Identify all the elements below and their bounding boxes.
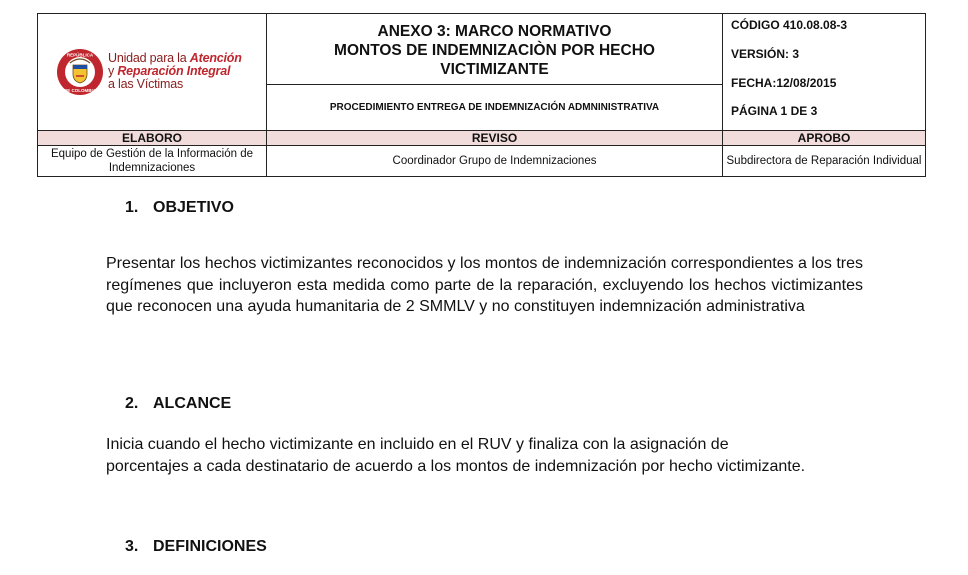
section-title: DEFINICIONES [153,538,267,555]
document-title [267,14,723,85]
alcance-text: Inicia cuando el hecho victimizante en incluido en el RUV y finaliza con la asignación de porcentajes a cada destinatario de acuerdo a los montos de indemnización por hecho victimizante. [106,436,806,475]
role-elaboro: ELABORO [38,131,267,146]
name-elaboro: Equipo de Gestión de la Información de Indemnizaciones [38,146,267,177]
section-number: 1. [125,199,139,216]
document-code: CÓDIGO 410.08.08-3 [731,18,848,32]
seal-top-text: REPÚBLICA [66,52,94,58]
document-meta [723,14,926,131]
brand-prefix-1: Unidad para la [108,51,190,65]
brand-prefix-2: y [108,64,118,78]
document-version: VERSIÓN: 3 [731,47,800,61]
section-title: OBJETIVO [153,199,234,216]
seal-bottom-text: DE COLOMBIA [64,88,96,93]
brand-text [108,52,242,91]
coat-of-arms-icon [56,48,104,96]
section-title: ALCANCE [153,395,232,412]
brand-bold-2: Reparación Integral [117,64,231,78]
logo-cell [38,14,267,131]
document-header-table [37,13,926,177]
title-line-3: VICTIMIZANTE [440,60,549,78]
section-number: 3. [125,538,139,555]
role-reviso: REVISO [267,131,723,146]
objetivo-text: Presentar los hechos victimizantes reconocidos y los montos de indemnización correspondientes a los tres regímenes que incluyeron esta medida como parte de la reparación, excluyendo los hechos victimizantes que reconocen una ayuda humanitaria de 2 SMMLV y no constituyen indemnización administrativa [106,255,863,315]
section-heading-definiciones [125,538,267,556]
title-line-2: MONTOS DE INDEMNIZACIÒN POR HECHO [334,41,655,59]
procedure-name: PROCEDIMIENTO ENTREGA DE INDEMNIZACIÓN ADMNINISTRATIVA [267,85,723,131]
section-heading-alcance [125,395,231,413]
brand-line-3: a las Víctimas [108,77,184,91]
document-date: FECHA:12/08/2015 [731,75,837,90]
institution-logo [56,48,256,98]
section-heading-objetivo [125,199,234,217]
role-aprobo: APROBO [723,131,926,146]
name-aprobo: Subdirectora de Reparación Individual [723,146,926,177]
name-reviso: Coordinador Grupo de Indemnizaciones [267,146,723,177]
section-number: 2. [125,395,139,412]
document-page: PÁGINA 1 DE 3 [731,104,818,118]
brand-bold-1: Atención [189,51,242,65]
title-line-1: ANEXO 3: MARCO NORMATIVO [377,22,612,40]
